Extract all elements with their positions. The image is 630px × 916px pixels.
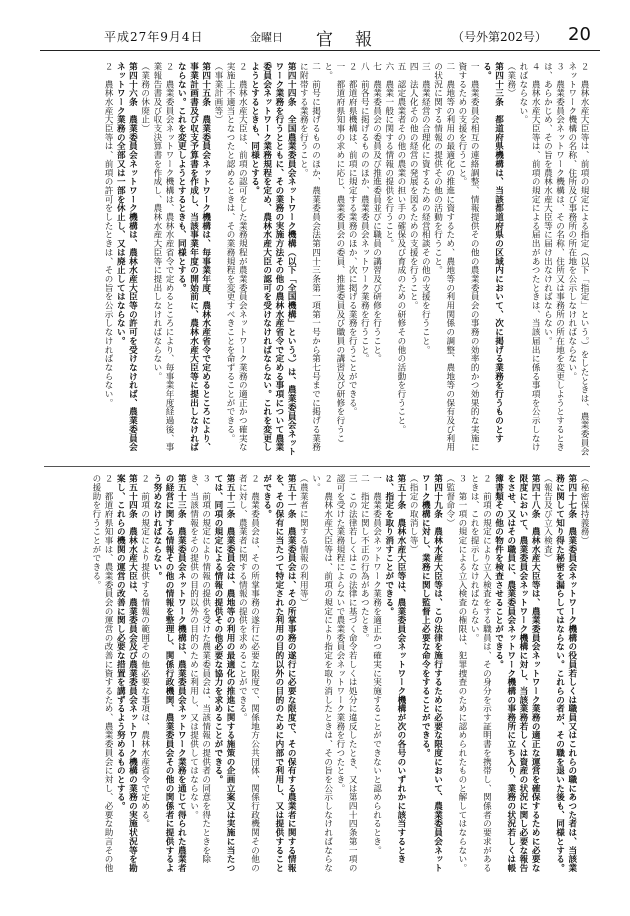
page-number: 20 — [568, 24, 591, 45]
paragraph: ２ 農業委員会は、その所掌事務の遂行に必要な限度で、関係地方公共団体、関係行政機関その他の者に対し、農業者に関する情報の提供を求めることができる。 — [237, 474, 260, 873]
paragraph: 一 農業委員会ネットワーク業務を適正かつ確実に実施することができないと認められるとき。 — [371, 474, 382, 855]
paragraph: ３ 第一項の規定による立入検査の権限は、犯罪捜査のために認められたものと解してはならない。 — [456, 474, 467, 873]
paragraph: 第四十七条 農業委員会ネットワーク機構の役員若しくは職員又はこれらの職にあつた者は、当該業務に関して知り得た秘密を漏らしてはならない。これらの者が、その職を退いた後も、同様とする。 — [554, 474, 577, 873]
paragraph: （業務の休廃止） — [139, 62, 150, 133]
paragraph: （農業者に関する情報の利用等） — [298, 474, 309, 607]
issue-number: （号外第202号） — [452, 30, 547, 44]
paragraph: 八 前各号に掲げるもののほか、農業委員会ネットワーク業務を行うこと。 — [359, 62, 370, 363]
paragraph: ２ 農業委員会ネットワーク機構は、農林水産省令で定めるところにより、毎事業年度経過後、事業報告書及び収支決算書を作成し、農林水産大臣等に提出しなければならない。 — [151, 62, 175, 452]
paragraph: （監督命令） — [444, 474, 455, 528]
paragraph: 二 前号に掲げるもののほか、農業委員会法第四十三条第一項第一号から第七号までに掲げる業務に附帯する業務を行うこと。 — [298, 62, 321, 452]
paragraph: 第五十四条 農林水産大臣は、農業委員会及び農業委員会ネットワーク機構の業務の実施状況等を勘案し、これらの機関の運営の改善に関し必要な措置を講ずるよう努めるものとする。 — [115, 474, 138, 873]
paragraph: 二 農地等の利用の最適化の推進に資するため、農地等の利用関係の調整、農地等の保有及び利用の状況に関する情報の提供その他の活動を行うこと。 — [432, 62, 455, 452]
publication-title: 官報 — [316, 30, 394, 50]
gazette-header — [40, 22, 600, 52]
paragraph: 第四十三条 都道府県機構は、当該都道府県の区域内において、次に掲げる業務を行うものとする。 — [481, 62, 504, 443]
publication-date: 平成27年9月4日 — [104, 30, 204, 44]
paragraph: 第五十条 農林水産大臣等は、農業委員会ネットワーク機構が次の各号のいずれかに該当するときは、指定を取り消すことができる。 — [383, 474, 406, 864]
paragraph: 一 都道府県知事の求めに応じ、農業委員会の委員、推進委員及び職員の講習及び研修を行うこと。 — [322, 62, 345, 443]
paragraph: 第四十四条 全国農業委員会ネットワーク機構（以下「全国機構」という。）は、農業委員会ネットワーク業務を行うとともに、その業務の実施方法その他の農林水産省令で定める事項について農業委員会ネットワーク業務規程を定め、農林水産大臣の認可を受けなければならない。これを変更しようとするときも、同様とする。 — [249, 62, 297, 456]
paragraph: 二 指定に関し不正の行為があつたとき。 — [359, 474, 370, 643]
paragraph: ３ 前項の規定により情報の提供を受けた農業委員会は、当該情報の提供者の同意を得たときを除き、当該情報をその提供の目的以外の目的のために利用し、又は提供してはならない。 — [188, 474, 211, 864]
paragraph: （事業計画等） — [212, 62, 223, 124]
top-text-block — [44, 62, 590, 460]
paragraph: ２ 都道府県機構は、前項に規定する業務のほか、次に掲げる業務を行うことができる。 — [347, 62, 358, 416]
paragraph: ２ 農林水産大臣等は、前項の規定により指定を取り消したときは、その旨を公示しなければならない。 — [310, 474, 333, 873]
paragraph: ２ 農林水産大臣等は、前項の許可をしたときは、その旨を公示しなければならない。 — [103, 62, 114, 408]
paragraph: ２ 農林水産大臣等は、前項の規定による指定（以下「指定」という。）をしたときは、農業委員会ネットワーク機構の名称、住所及び事務所の所在地を公示しなければならない。 — [566, 62, 589, 456]
paragraph: 三 この法律若しくはこの法律に基づく命令若しくは処分に違反したとき、又は第四十四条第一項の認可を受けた業務規程によらないで農業委員会ネットワーク業務を行つたとき。 — [334, 474, 358, 873]
paragraph: （秘密保持義務） — [579, 474, 589, 545]
paragraph: 四 法人化その他の経営の発展を図るための支援を行うこと。 — [408, 62, 419, 310]
paragraph: ２ 都道府県知事は、農業委員会の運営の改善に資するため、農業委員会に対し、必要な助言その他の援助を行うことができる。 — [90, 474, 114, 873]
paragraph: ４ 農林水産大臣等は、前項の規定による届出があつたときは、当該届出に係る事項を公示しなければならない。 — [517, 62, 541, 452]
paragraph: 第五十三条 農業委員会ネットワーク機構は、農業委員会ネットワーク業務を通じて得られた農業者の経営に関する情報その他の情報を整理し、関係行政機関、農業委員会その他の関係者に提供するよう努めなければならない。 — [151, 474, 187, 873]
paragraph: （業務） — [505, 62, 516, 98]
weekday: 金曜日 — [250, 31, 283, 44]
paragraph: 第五十一条 農業委員会は、その所掌事務の遂行に必要な限度で、その保有する農業者に関する情報を、その保有に当たつて特定された利用の目的以外の目的のために内部で利用し、又は提供することができる。 — [261, 474, 297, 873]
paragraph: ２ 農林水産大臣は、前項の認可をした業務規程が農業委員会ネットワーク業務の適正かつ確実な実施上不適当となつたと認めるときは、その業務規程を変更すべきことを命ずることができる。 — [225, 62, 248, 452]
header-rule — [40, 50, 600, 51]
paragraph: ３ 農業委員会ネットワーク機構は、その名称、住所又は事務所の所在地を変更しようとするときは、あらかじめ、その旨を農林水産大臣等に届け出なければならない。 — [542, 62, 565, 452]
paragraph: 第四十五条 農業委員会ネットワーク機構は、毎事業年度、農林水産省令で定めるところにより、事業計画書及び収支予算書を作成し、当該事業年度の開始前に、農林水産大臣等に提出しなければならない。これを変更しようとするときも、同様とする。 — [176, 62, 211, 452]
paragraph: （指定の取消し等） — [408, 474, 419, 554]
paragraph: 七 農業委員会の委員及び推進委員並びに職員の講習及び研修を行うこと。 — [371, 62, 382, 363]
paragraph: （報告及び立入検査） — [542, 474, 553, 563]
paragraph: ２ 前項の規定により提供する情報の範囲その他必要な事項は、農林水産省令で定める。 — [139, 474, 150, 828]
paragraph: 第五十二条 農業委員会は、農地等の利用の最適化の推進に関する施策の企画立案又は実施に当たつては、同項の規定による情報の提供その他必要な協力を求めることができる。 — [212, 474, 236, 873]
bottom-text-block — [44, 474, 590, 874]
paragraph: 六 農業一般に関する情報の提供を行うこと。 — [383, 62, 394, 248]
section-divider — [44, 466, 590, 467]
paragraph: 三 農業経営の合理化に資するための経営相談その他の支援を行うこと。 — [420, 62, 431, 355]
paragraph: 第四十九条 農林水産大臣等は、この法律を施行するために必要な限度において、農業委員会ネットワーク機構に対し、業務に関し監督上必要な命令をすることができる。 — [420, 474, 443, 873]
paragraph: 第四十八条 農林水産大臣等は、農業委員会ネットワーク業務の適正な運営を確保するために必要な限度において、農業委員会ネットワーク機構に対し、当該業務若しくは資産の状況に関し必要な報告をさせ、又はその職員に、農業委員会ネットワーク機構の事務所に立ち入り、業務の状況若しくは帳簿書類その他の物件を検査させることができる。 — [493, 474, 541, 873]
paragraph: 一 農業委員会相互の連絡調整、情報提供その他の農業委員会の事務の効率的かつ効果的な実施に資するための支援を行うこと。 — [456, 62, 480, 452]
paragraph: ２ 前項の規定により立入検査をする職員は、その身分を示す証明書を携帯し、関係者の要求があるときは、これを提示しなければならない。 — [469, 474, 492, 873]
paragraph: 第四十六条 農業委員会ネットワーク機構は、農林水産大臣等の許可を受けなければ、農業委員会ネットワーク業務の全部又は一部を休止し、又は廃止してはならない。 — [115, 62, 138, 452]
paragraph: 五 認定農業者その他の農業の担い手の確保及び育成のための研修その他の活動を行うこと。 — [395, 62, 406, 434]
